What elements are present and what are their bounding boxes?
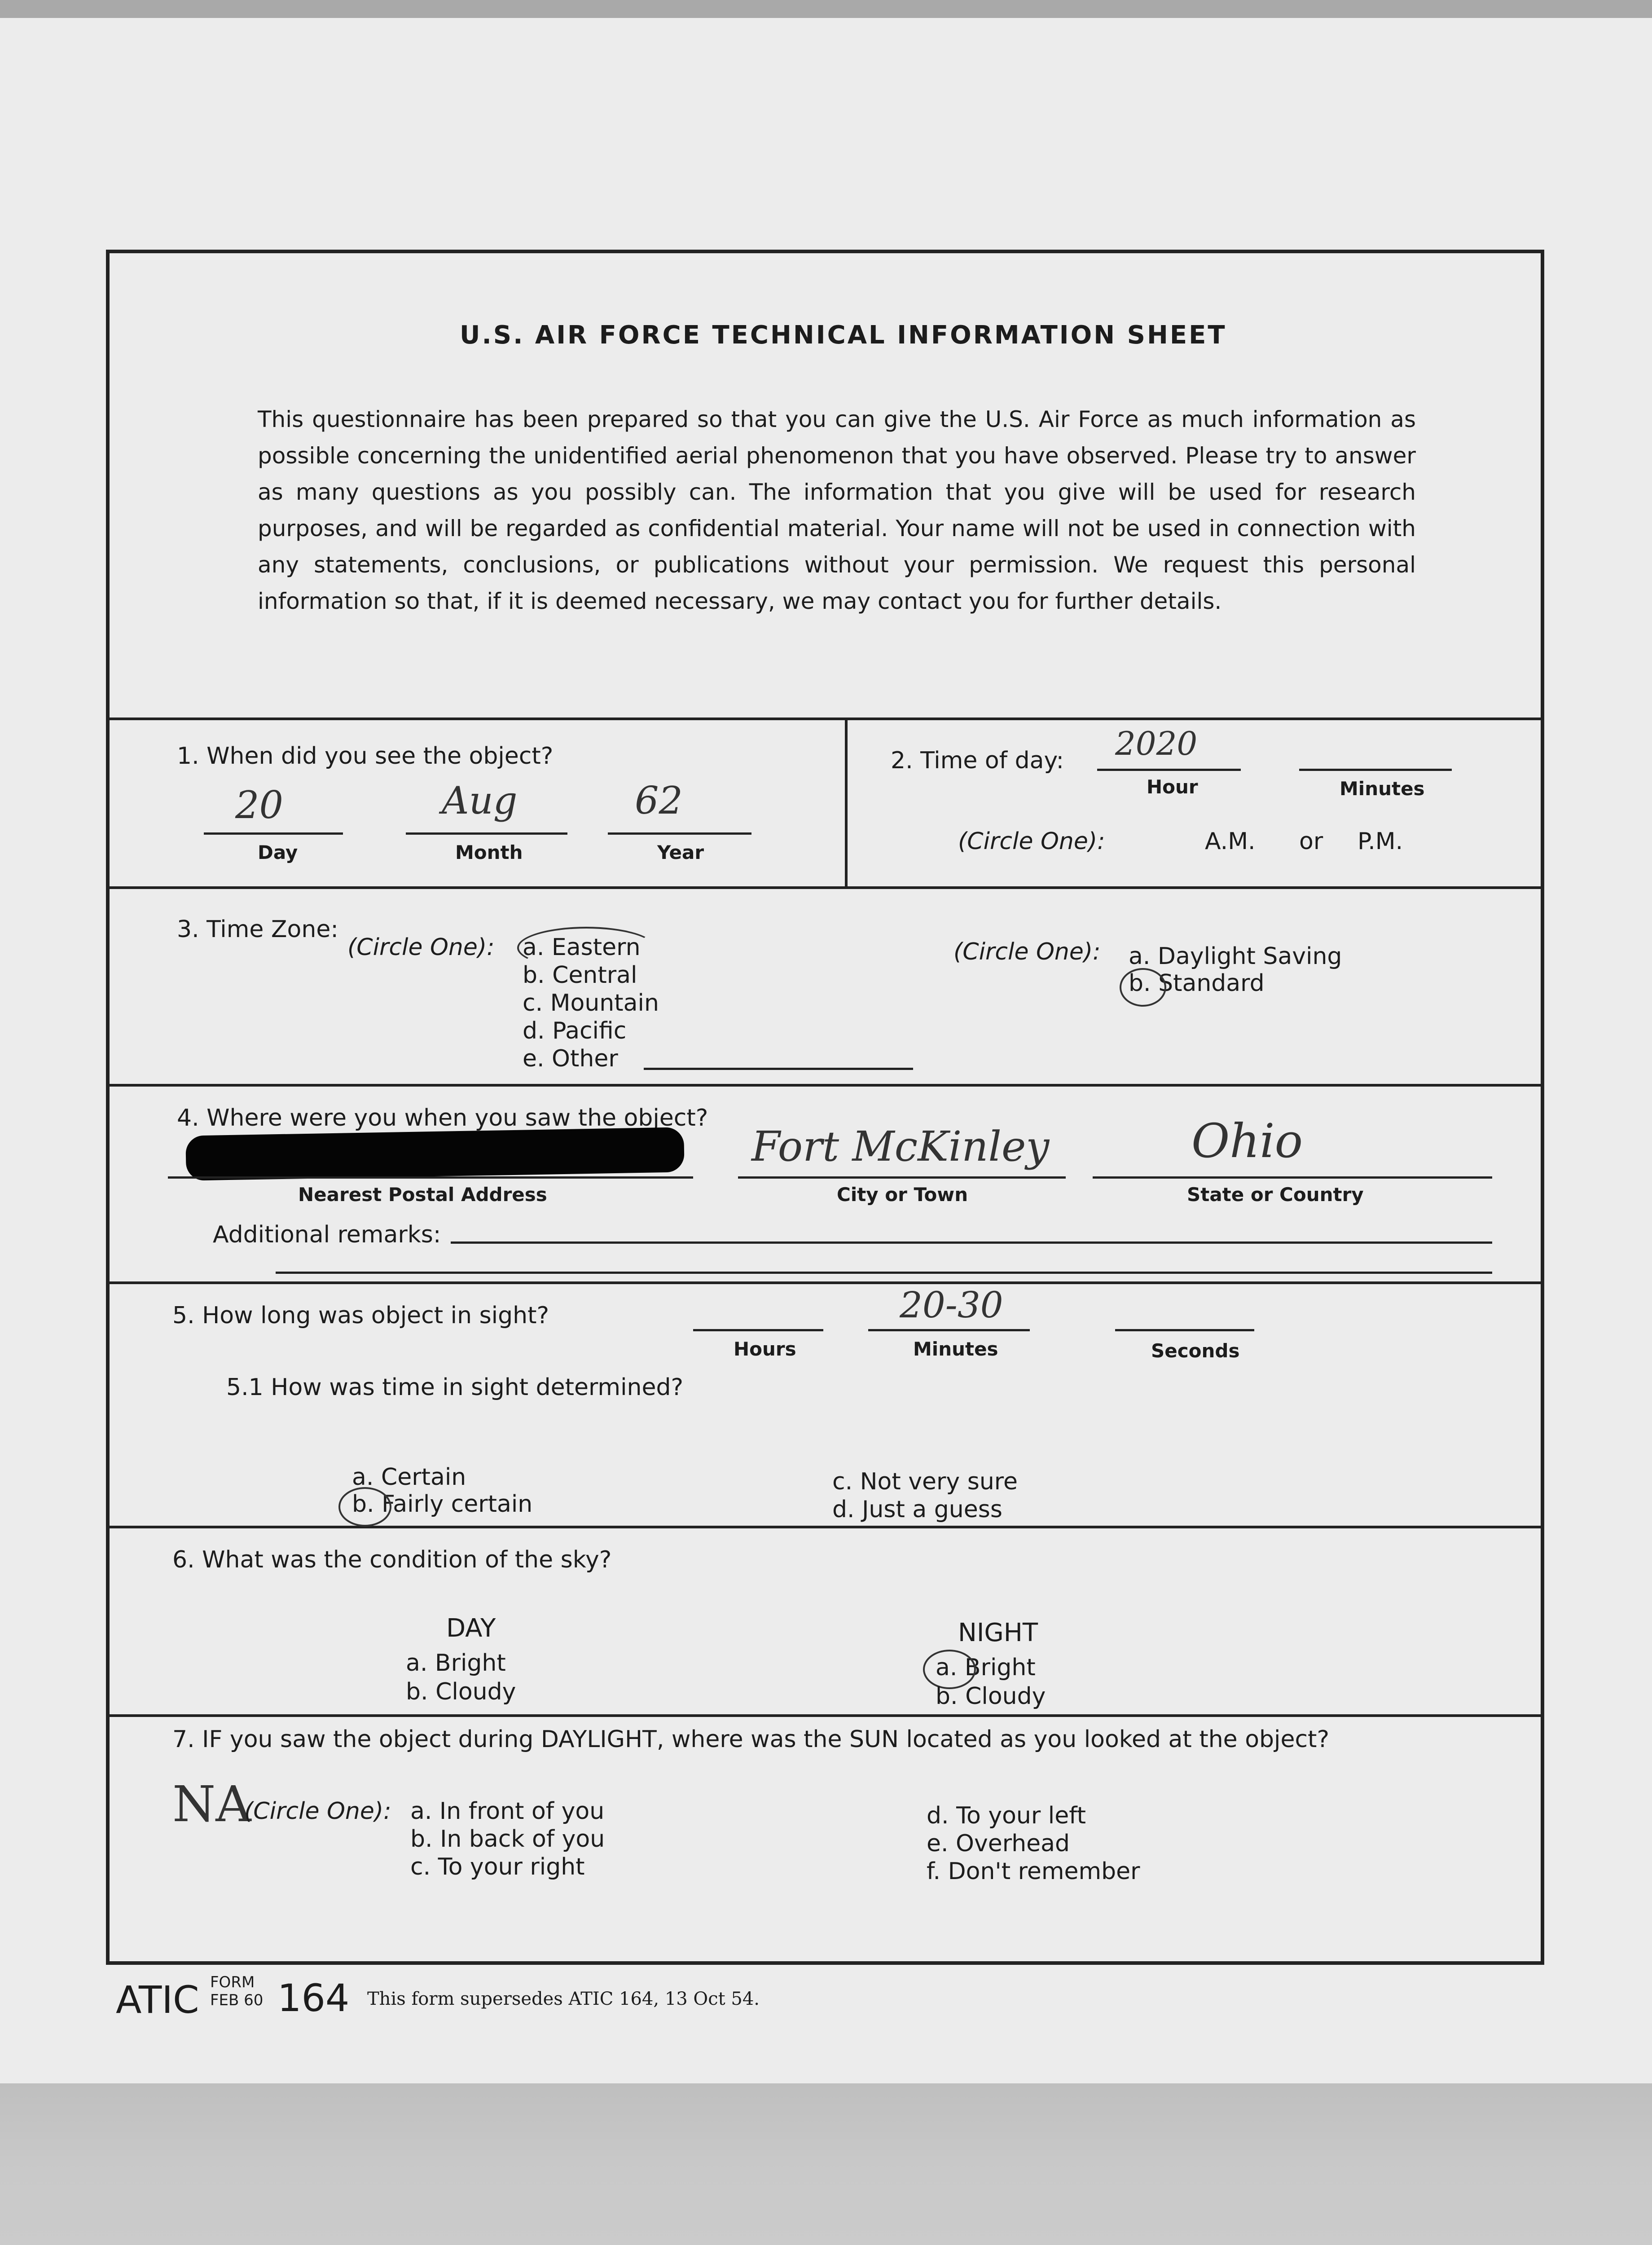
q2-hour-label: Hour (1147, 776, 1198, 798)
q7-option-left: d. To your left (927, 1802, 1086, 1829)
q6-night-heading: NIGHT (958, 1618, 1038, 1647)
q3-daylight-saving: a. Daylight Saving (1129, 943, 1342, 970)
q1-year-value: 62 (635, 779, 683, 823)
q3-other-line (644, 1068, 913, 1070)
q3-circle-one: (Circle One): (347, 934, 495, 961)
q2-or: or (1299, 828, 1323, 855)
q7-option-dont-remember: f. Don't remember (927, 1858, 1140, 1885)
q6-day-cloudy: b. Cloudy (406, 1678, 516, 1705)
footer-atic: ATIC (116, 1978, 199, 2022)
q1-day-label: Day (258, 841, 298, 863)
q2-hour-value: 2020 (1115, 725, 1198, 762)
q2-minutes-label: Minutes (1340, 778, 1425, 800)
q1-question: 1. When did you see the object? (177, 743, 554, 770)
q4-state-label: State or Country (1187, 1184, 1364, 1206)
section-sun-position (110, 1717, 1541, 1964)
q4-city-label: City or Town (837, 1184, 968, 1206)
section-duration (110, 1284, 1541, 1528)
q4-address-line (168, 1176, 693, 1179)
q4-city-value: Fort McKinley (751, 1122, 1050, 1171)
q5-hours-label: Hours (734, 1338, 796, 1360)
q7-option-back: b. In back of you (410, 1826, 605, 1853)
q2-minutes-line (1299, 769, 1452, 771)
q1-year-label: Year (657, 841, 704, 863)
q3-circle-one-2: (Circle One): (953, 938, 1101, 965)
q3-zone-pacific: d. Pacific (523, 1017, 627, 1044)
q5-fairly-certain-circle (338, 1487, 391, 1527)
q5-minutes-label: Minutes (913, 1338, 998, 1360)
q5-minutes-value: 20-30 (900, 1284, 1003, 1326)
q4-question: 4. Where were you when you saw the object? (177, 1105, 708, 1131)
q2-pm: P.M. (1358, 828, 1403, 855)
form-footer (116, 1973, 1014, 2023)
q3-zone-other: e. Other (523, 1045, 618, 1072)
q4-remarks-line-2 (276, 1272, 1492, 1274)
q2-question: 2. Time of day: (891, 747, 1064, 774)
q1-year-line (608, 832, 751, 835)
q3-question: 3. Time Zone: (177, 916, 338, 943)
form-intro: This questionnaire has been prepared so that you can give the U.S. Air Force as much information as possible concerning the unidentified aerial phenomenon that you have observed. Please try to answer as many questions as you possibly can. The information that you give will be used for research purposes, and will be regarded as confidential material. Your name will not be used in connection with any statements, conclusions, or publications without your permission. We request this personal information so that, if it is deemed necessary, we may contact you for further details. (258, 406, 1416, 614)
section-time-zone (110, 889, 1541, 1087)
q6-day-bright: a. Bright (406, 1650, 506, 1677)
q3-zone-mountain: c. Mountain (523, 990, 659, 1017)
q6-night-cloudy: b. Cloudy (936, 1683, 1046, 1710)
q4-state-line (1093, 1176, 1492, 1179)
q5-question: 5. How long was object in sight? (172, 1302, 549, 1329)
section-location (110, 1087, 1541, 1284)
footer-supersedes: This form supersedes ATIC 164, 13 Oct 54. (367, 1989, 760, 2009)
q5-seconds-label: Seconds (1151, 1340, 1240, 1362)
footer-form-date: FEB 60 (210, 1991, 264, 2009)
q3-standard: b. Standard (1129, 970, 1265, 997)
q7-circle-one: (Circle One): (244, 1798, 391, 1825)
redaction-mark (185, 1127, 685, 1180)
q5-option-fairly-certain: b. Fairly certain (352, 1491, 533, 1518)
q4-remarks-line-1 (451, 1241, 1492, 1244)
q5-option-just-a-guess: d. Just a guess (832, 1496, 1002, 1523)
section-sky-condition (110, 1528, 1541, 1717)
q6-question: 6. What was the condition of the sky? (172, 1546, 612, 1573)
q2-am: A.M. (1205, 828, 1256, 855)
q1-day-value: 20 (235, 783, 283, 827)
information-form (106, 250, 1544, 1965)
footer-form-number: 164 (277, 1976, 350, 2020)
q5-minutes-line (868, 1329, 1030, 1331)
section-date-time (110, 720, 1541, 889)
q1-day-line (204, 832, 343, 835)
q1-month-value: Aug (442, 779, 518, 823)
q6-day-heading: DAY (446, 1614, 496, 1643)
q3-standard-circle (1120, 968, 1166, 1007)
q3-zone-central: b. Central (523, 962, 637, 989)
q7-option-right: c. To your right (410, 1853, 585, 1880)
q4-address-label: Nearest Postal Address (298, 1184, 547, 1206)
q2-circle-one: (Circle One): (958, 828, 1105, 855)
scan-background (0, 2083, 1652, 2245)
q5-hours-line (693, 1329, 823, 1331)
q4-city-line (738, 1176, 1066, 1179)
q2-hour-line (1097, 769, 1241, 771)
q5-option-certain: a. Certain (352, 1464, 466, 1491)
q5-sub-question: 5.1 How was time in sight determined? (226, 1374, 684, 1401)
q1-month-line (406, 832, 567, 835)
q6-night-bright: a. Bright (936, 1654, 1036, 1681)
q5-option-not-very-sure: c. Not very sure (832, 1468, 1018, 1495)
q4-remarks-label: Additional remarks: (213, 1221, 441, 1248)
q1-month-label: Month (455, 841, 523, 863)
scan-top-edge (0, 0, 1652, 18)
q4-state-value: Ohio (1191, 1114, 1303, 1168)
q7-option-overhead: e. Overhead (927, 1830, 1070, 1857)
form-title: U.S. AIR FORCE TECHNICAL INFORMATION SHEET (460, 321, 1227, 350)
footer-form-label: FORM (210, 1973, 255, 1991)
q3-zone-eastern: a. Eastern (523, 934, 641, 961)
section-divider (845, 720, 848, 886)
q7-question: 7. IF you saw the object during DAYLIGHT, where was the SUN located as you looked at the object? (172, 1726, 1330, 1753)
header-section (110, 253, 1541, 720)
q5-seconds-line (1115, 1329, 1254, 1331)
q7-annotation: NA (172, 1775, 251, 1833)
q7-option-front: a. In front of you (410, 1798, 605, 1825)
